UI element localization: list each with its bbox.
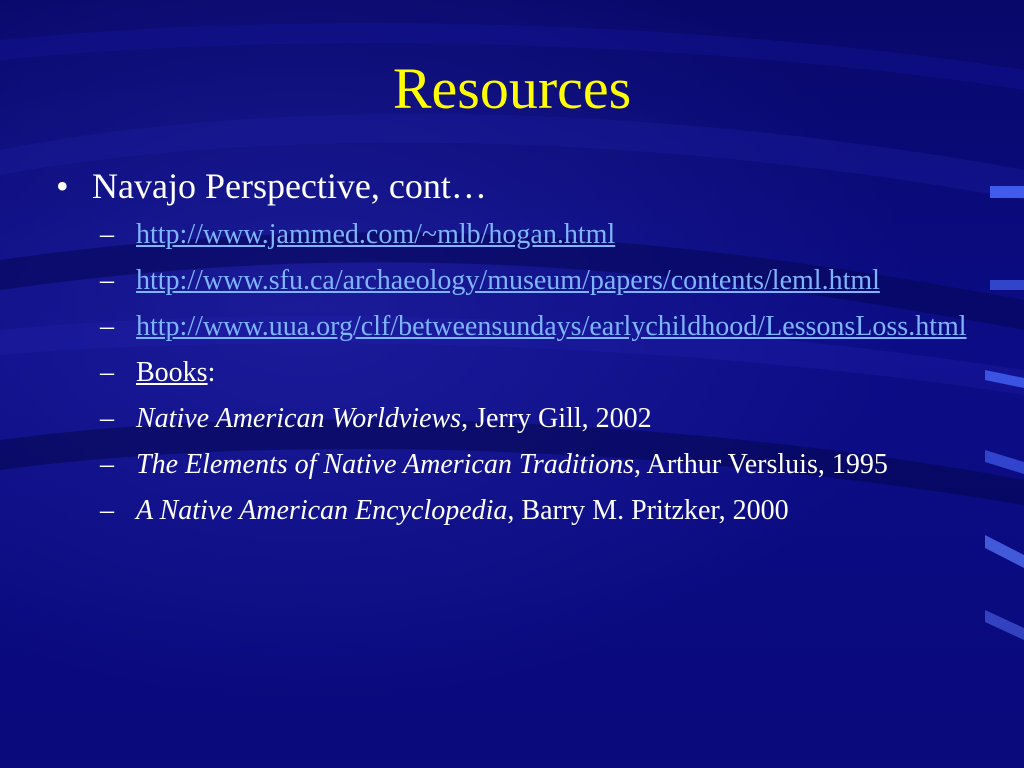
link-uua-lessons-loss[interactable]: http://www.uua.org/clf/betweensundays/earlychildhood/LessonsLoss.html	[136, 311, 967, 342]
bullet-navajo-perspective	[56, 163, 986, 209]
book-title: A Native American Encyclopedia	[136, 495, 508, 526]
dash-glyph: –	[100, 403, 114, 434]
book-title: Native American Worldviews	[136, 403, 462, 434]
list-item-link-2	[100, 261, 986, 301]
slide-content	[56, 163, 986, 537]
book-details: , Barry M. Pritzker, 2000	[507, 495, 789, 526]
list-item-book-1	[100, 399, 986, 439]
dash-glyph: –	[100, 449, 114, 480]
dash-glyph: –	[100, 495, 114, 526]
list-item-link-3	[100, 307, 986, 347]
books-label: Books	[136, 357, 208, 388]
dash-glyph: –	[100, 265, 114, 296]
book-details: , Arthur Versluis, 1995	[634, 449, 888, 480]
books-colon: :	[207, 357, 216, 388]
list-item-link-1	[100, 215, 986, 255]
list-item-books-label	[100, 353, 986, 393]
bullet-text: Navajo Perspective, cont…	[92, 166, 487, 206]
dash-glyph: –	[100, 357, 114, 388]
list-item-book-2	[100, 445, 986, 485]
dash-glyph: –	[100, 311, 114, 342]
book-details: , Jerry Gill, 2002	[461, 403, 652, 434]
dash-glyph: –	[100, 219, 114, 250]
list-item-book-3	[100, 491, 986, 531]
bullet-glyph: •	[56, 166, 69, 206]
link-hogan[interactable]: http://www.jammed.com/~mlb/hogan.html	[136, 219, 616, 250]
slide-title: Resources	[392, 56, 632, 121]
book-title: The Elements of Native American Traditions	[136, 449, 635, 480]
link-sfu-archaeology[interactable]: http://www.sfu.ca/archaeology/museum/papers/contents/leml.html	[136, 265, 880, 296]
